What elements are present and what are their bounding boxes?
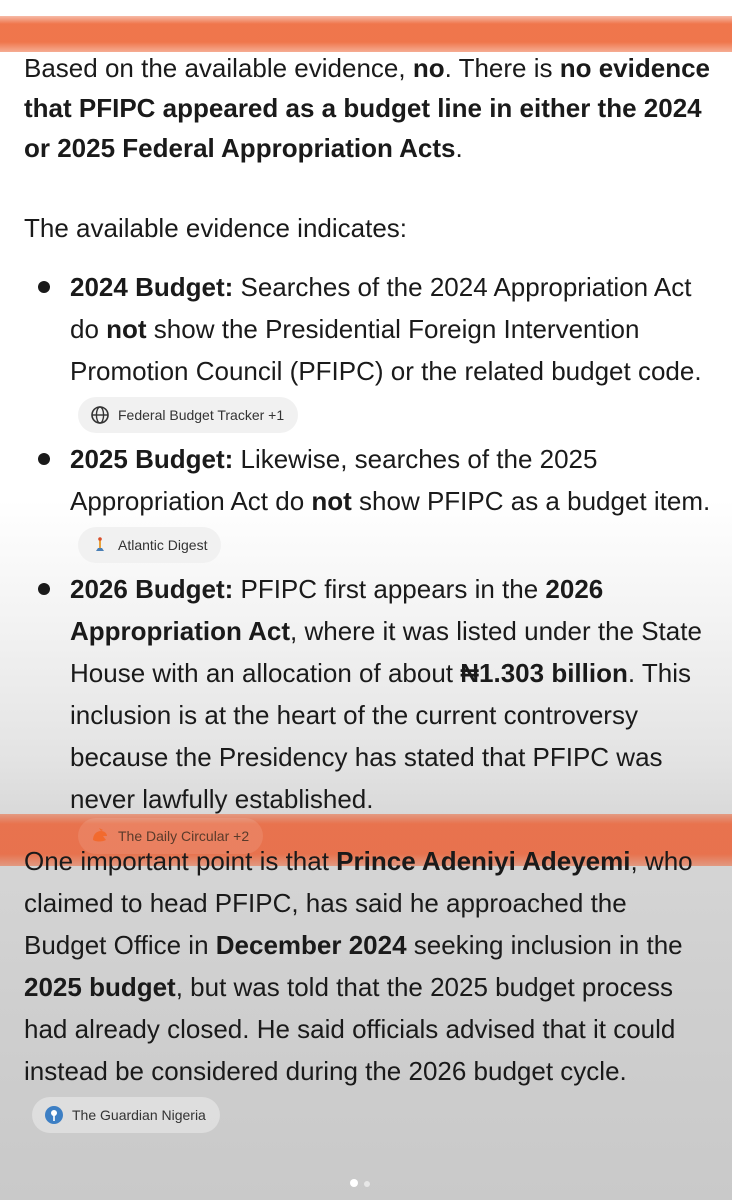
bullet-text: , where it was listed under the State House with an allocation of about bbox=[70, 616, 702, 688]
source-chip-federal-budget-tracker[interactable] bbox=[78, 397, 298, 433]
intro-bold-claim: no evidence that PFIPC appeared as a budget line in either the 2024 or 2025 Federal Appropriation Acts bbox=[24, 53, 711, 163]
bullet-bold: 2026 Appropriation Act bbox=[70, 574, 604, 646]
bullet-text: . This inclusion is at the heart of the current controversy because the Presidency has stated that PFIPC was never lawfully established. bbox=[70, 658, 691, 814]
intro-text: . bbox=[455, 133, 463, 163]
bullet-bold: not bbox=[106, 314, 147, 344]
pin-icon bbox=[44, 1105, 64, 1125]
source-chip-atlantic-digest[interactable] bbox=[78, 527, 221, 563]
evidence-list bbox=[24, 266, 714, 824]
intro-text: . There is bbox=[444, 53, 560, 83]
intro-bold-no: no bbox=[412, 53, 445, 83]
closing-bold-budget: 2025 budget bbox=[24, 972, 176, 1002]
bullet-dot bbox=[38, 583, 50, 595]
bullet-text: Searches of the 2024 Appropriation Act do bbox=[70, 272, 692, 344]
page-indicator[interactable] bbox=[350, 1174, 390, 1184]
source-chip-label: The Daily Circular +2 bbox=[118, 828, 250, 844]
page-dot[interactable] bbox=[364, 1181, 370, 1187]
source-chip-guardian-nigeria[interactable] bbox=[32, 1097, 220, 1133]
lamp-icon bbox=[90, 535, 110, 555]
lead-in-text: The available evidence indicates: bbox=[24, 213, 408, 243]
bullet-heading: 2026 Budget: bbox=[70, 574, 234, 604]
list-item-2025 bbox=[24, 438, 714, 564]
bullet-bold: not bbox=[311, 486, 352, 516]
globe-icon bbox=[90, 405, 110, 425]
list-item-2024 bbox=[24, 266, 714, 434]
intro-text: Based on the available evidence, bbox=[24, 53, 413, 83]
source-chip-label: Atlantic Digest bbox=[118, 537, 208, 554]
closing-text: seeking inclusion in the bbox=[406, 930, 683, 960]
source-chip-label: The Guardian Nigeria bbox=[72, 1107, 206, 1124]
page-dot-active[interactable] bbox=[350, 1179, 358, 1187]
bullet-text: show PFIPC as a budget item. bbox=[351, 486, 711, 516]
bullet-text: Likewise, searches of the 2025 Appropriation Act do bbox=[70, 444, 598, 516]
source-chip-label: Federal Budget Tracker +1 bbox=[118, 407, 285, 424]
bullet-text: show the Presidential Foreign Intervention Promotion Council (PFIPC) or the related budget code. bbox=[70, 314, 702, 386]
bullet-text: PFIPC first appears in the bbox=[233, 574, 546, 604]
closing-bold-name: Prince Adeniyi Adeyemi bbox=[336, 846, 631, 876]
bullet-dot bbox=[38, 453, 50, 465]
bullet-heading: 2024 Budget: bbox=[70, 272, 234, 302]
closing-text: , who claimed to head PFIPC, has said he approached the Budget Office in bbox=[24, 846, 693, 960]
bullet-bold: ₦1.303 billion bbox=[460, 658, 628, 688]
bullet-dot bbox=[38, 281, 50, 293]
closing-text: One important point is that bbox=[24, 846, 337, 876]
intro-paragraph bbox=[24, 48, 714, 168]
bullet-heading: 2025 Budget: bbox=[70, 444, 234, 474]
list-item-2026 bbox=[24, 568, 714, 820]
highlight-bar-top bbox=[0, 16, 732, 52]
closing-paragraph bbox=[24, 840, 714, 1134]
closing-text: , but was told that the 2025 budget process had already closed. He said officials advised that it could instead be considered during the 2026 budget cycle. bbox=[24, 972, 676, 1086]
closing-bold-date: December 2024 bbox=[215, 930, 407, 960]
